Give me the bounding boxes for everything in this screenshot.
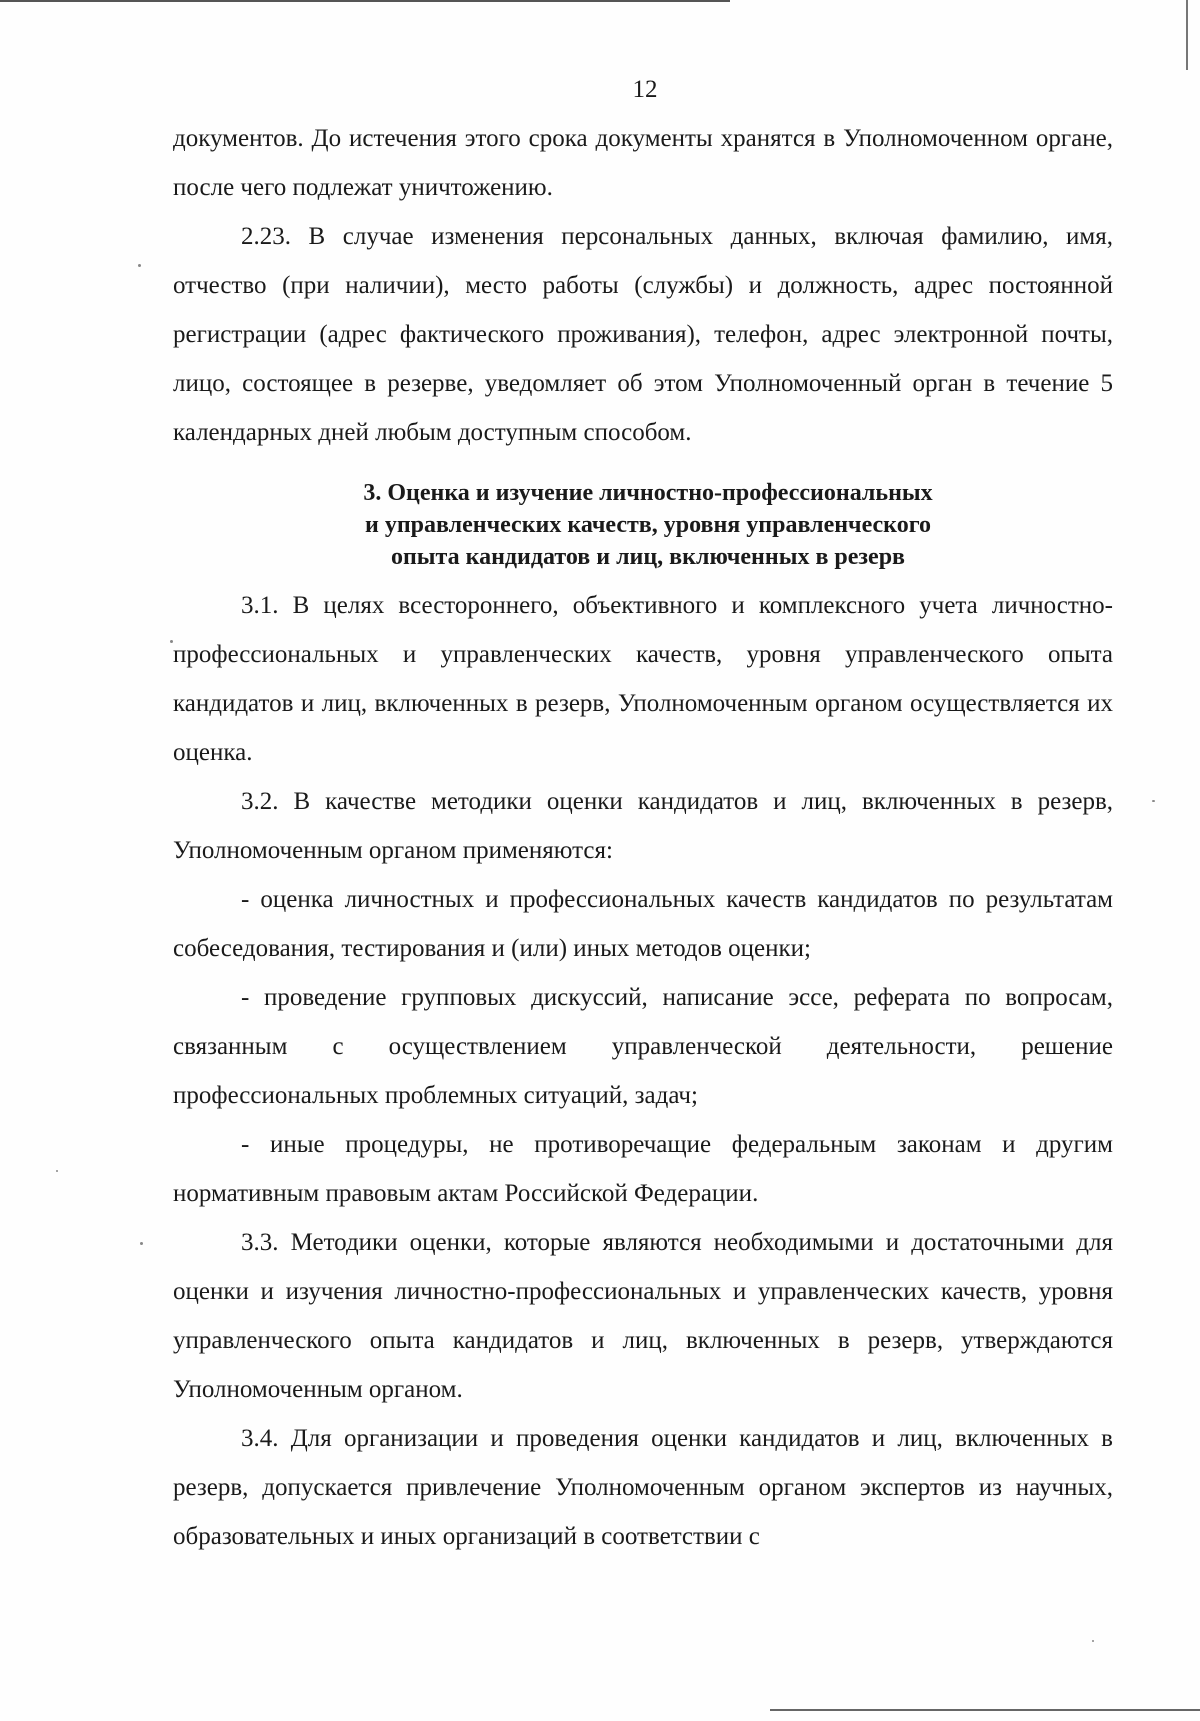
list-item-group-discussions: - проведение групповых дискуссий, написание эссе, реферата по вопросам, связанным с осуществлением управленческой деятельности, решение профессиональных проблемных ситуаций, задач;	[173, 984, 1113, 1109]
scan-speck	[138, 264, 141, 267]
section-heading-line: и управленческих качеств, уровня управленческого	[364, 512, 931, 538]
scan-edge-top	[0, 0, 730, 2]
scan-speck	[140, 1242, 143, 1245]
document-body	[173, 114, 1113, 1561]
section-heading-line: опыта кандидатов и лиц, включенных в резерв	[390, 544, 906, 570]
paragraph-documents-storage: документов. До истечения этого срока документы хранятся в Уполномоченном органе, после чего подлежат уничтожению.	[173, 125, 1113, 201]
paragraph-3-3: 3.3. Методики оценки, которые являются необходимыми и достаточными для оценки и изучения личностно-профессиональных и управленческих качеств, уровня управленческого опыта кандидатов и лиц, включенных в резерв, утверждаются Уполномоченным органом.	[173, 1229, 1113, 1403]
list-item-assessment: - оценка личностных и профессиональных качеств кандидатов по результатам собеседования, тестирования и (или) иных методов оценки;	[173, 886, 1113, 962]
scan-edge-right	[1186, 0, 1188, 70]
page-number: 12	[632, 76, 658, 103]
scan-speck	[56, 1170, 58, 1172]
list-item-other-procedures: - иные процедуры, не противоречащие федеральным законам и другим нормативным правовым актам Российской Федерации.	[173, 1131, 1113, 1207]
paragraph-3-2: 3.2. В качестве методики оценки кандидатов и лиц, включенных в резерв, Уполномоченным органом применяются:	[173, 788, 1113, 864]
section-heading	[173, 477, 1113, 573]
scan-speck	[1092, 1640, 1094, 1642]
paragraph-2-23: 2.23. В случае изменения персональных данных, включая фамилию, имя, отчество (при наличии), место работы (службы) и должность, адрес постоянной регистрации (адрес фактического проживания), телефон, адрес электронной почты, лицо, состоящее в резерве, уведомляет об этом Уполномоченный орган в течение 5 календарных дней любым доступным способом.	[173, 223, 1113, 446]
scan-edge-bottom	[770, 1709, 1200, 1711]
scan-speck	[1152, 800, 1155, 802]
paragraph-3-4: 3.4. Для организации и проведения оценки кандидатов и лиц, включенных в резерв, допускается привлечение Уполномоченным органом экспертов из научных, образовательных и иных организаций в соответствии с	[173, 1425, 1113, 1550]
section-heading-line: 3. Оценка и изучение личностно-профессиональных	[363, 480, 933, 506]
paragraph-3-1: 3.1. В целях всестороннего, объективного и комплексного учета личностно-профессиональных и управленческих качеств, уровня управленческого опыта кандидатов и лиц, включенных в резерв, Уполномоченным органом осуществляется их оценка.	[173, 592, 1113, 766]
